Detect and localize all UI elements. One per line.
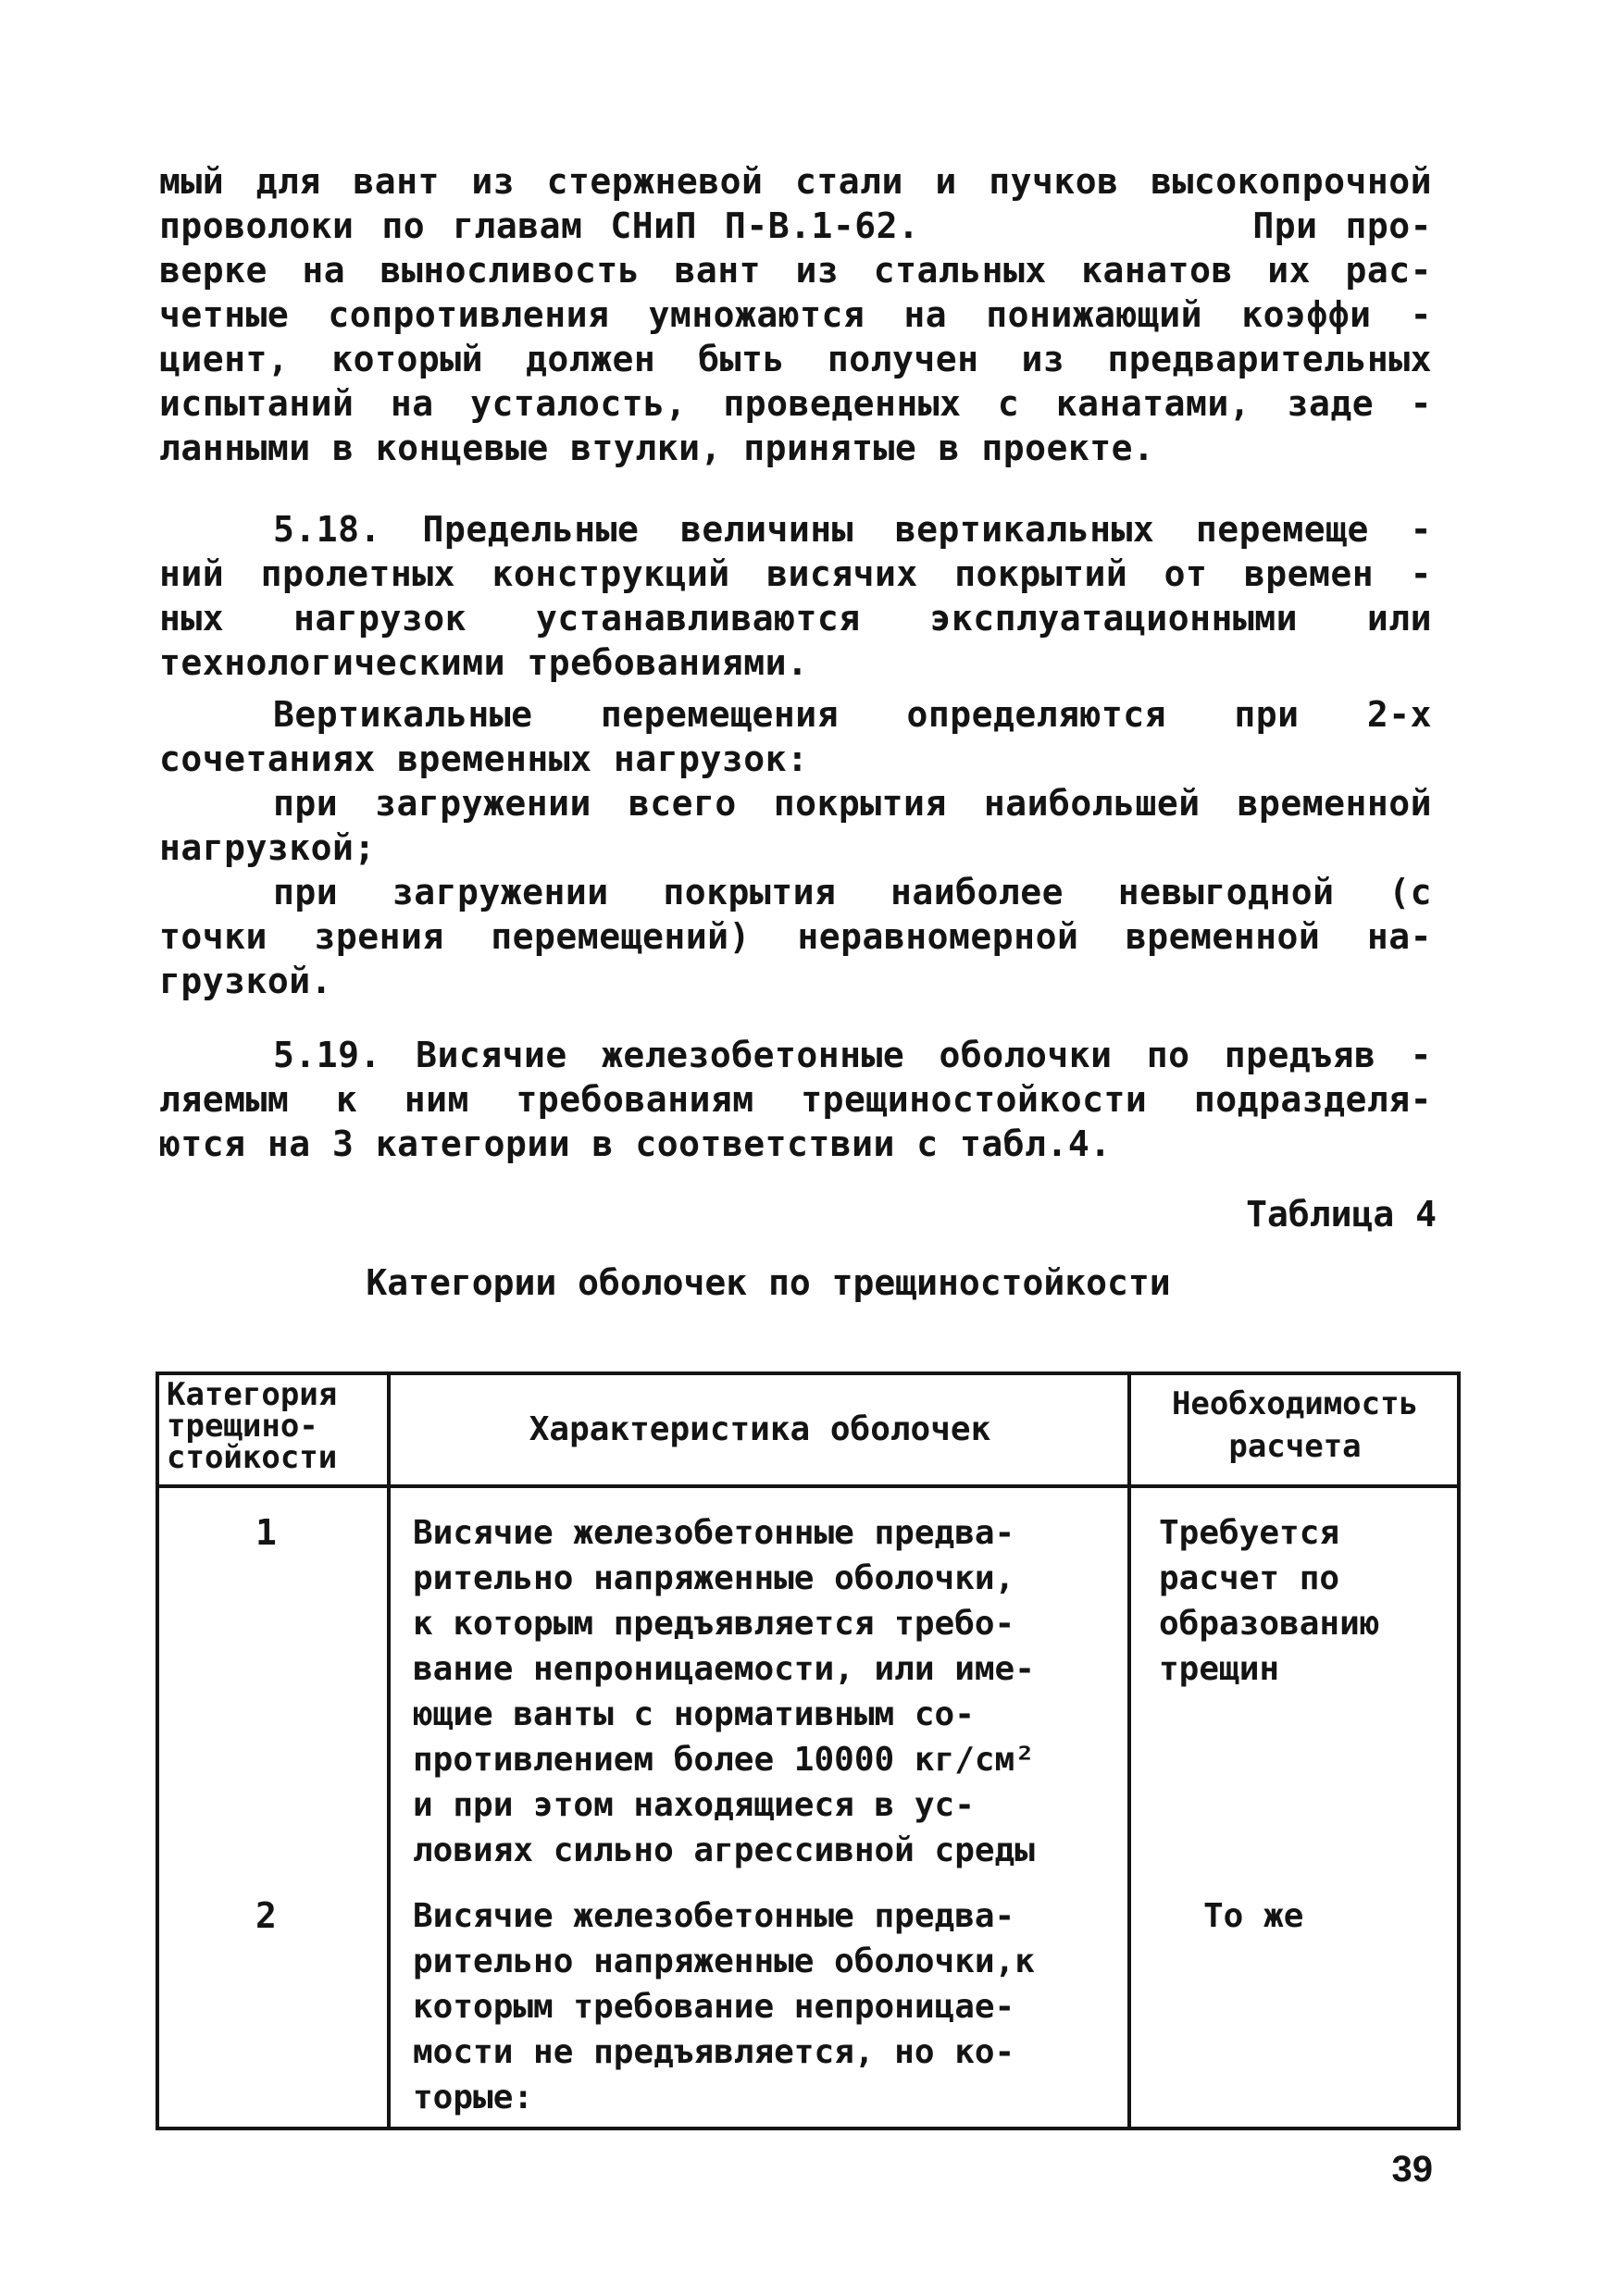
text-line: нагрузкой; bbox=[159, 827, 376, 868]
text-line: ланными в концевые втулки, принятые в проекте. bbox=[159, 428, 1155, 468]
text-line: циент, который должен быть получен из предварительных bbox=[159, 339, 1432, 379]
text-line: Вертикальные перемещения определяются при 2-х bbox=[273, 694, 1432, 735]
table-title: Категории оболочек по трещиностойкости bbox=[366, 1262, 1171, 1303]
text-line: 5.19. Висячие железобетонные оболочки по предъяв - bbox=[273, 1035, 1432, 1075]
text-line: ются на 3 категории в соответствии с табл.4. bbox=[159, 1123, 1112, 1164]
table-header-characteristic: Характеристика оболочек bbox=[529, 1410, 991, 1448]
text-line: четные сопротивления умножаются на понижающий коэффи - bbox=[159, 294, 1432, 335]
text-line: при загружении всего покрытия наибольшей временной bbox=[273, 783, 1432, 824]
text-line: проволоки по главам СНиП П-В.1-62. При про- bbox=[159, 205, 1432, 246]
page-number: 39 bbox=[1391, 2149, 1433, 2190]
table-row-description: Висячие железобетонные предва- рительно напряженные оболочки, к которым предъявляется требо- вание непроницаемости, или име- ющие ванты с нормативным со- противлением более 10000 кг/см² и при этом находящиеся в ус- ловиях сильно агрессивной среды bbox=[413, 1514, 1035, 1869]
text-line: ляемым к ним требованиям трещиностойкости подразделя- bbox=[159, 1079, 1432, 1120]
categories-table bbox=[156, 1371, 1461, 2130]
text-line: ных нагрузок устанавливаются эксплуатационными или bbox=[159, 598, 1432, 639]
text-line: грузкой. bbox=[159, 961, 333, 1001]
text-line: верке на выносливость вант из стальных канатов их рас- bbox=[159, 250, 1432, 291]
text-line: технологическими требованиями. bbox=[159, 642, 809, 683]
text-line: точки зрения перемещений) неравномерной временной на- bbox=[159, 916, 1432, 957]
table-row-requirement: Требуется расчет по образованию трещин bbox=[1159, 1514, 1380, 1688]
table-row-category: 2 bbox=[255, 1895, 277, 1936]
text-line: ний пролетных конструкций висячих покрытий от времен - bbox=[159, 553, 1432, 594]
table-header-necessity: Необходимость расчета bbox=[1171, 1385, 1419, 1465]
table-label: Таблица 4 bbox=[1246, 1194, 1437, 1235]
table-row-requirement: То же bbox=[1203, 1897, 1304, 1935]
table-header-category: Категория трещино- стойкости bbox=[167, 1376, 338, 1476]
table-row-description: Висячие железобетонные предва- рительно напряженные оболочки,к которым требование непроницае- мости не предъявляется, но ко- торые: bbox=[413, 1897, 1035, 2116]
text-line: мый для вант из стержневой стали и пучков высокопрочной bbox=[159, 161, 1432, 202]
text-line: 5.18. Предельные величины вертикальных перемеще - bbox=[273, 509, 1432, 550]
table-divider bbox=[159, 1484, 1457, 1488]
text-line: испытаний на усталость, проведенных с канатами, заде - bbox=[159, 383, 1432, 424]
text-line: сочетаниях временных нагрузок: bbox=[159, 738, 809, 779]
text-line: при загружении покрытия наиболее невыгодной (с bbox=[273, 872, 1432, 912]
table-row-category: 1 bbox=[255, 1512, 277, 1553]
